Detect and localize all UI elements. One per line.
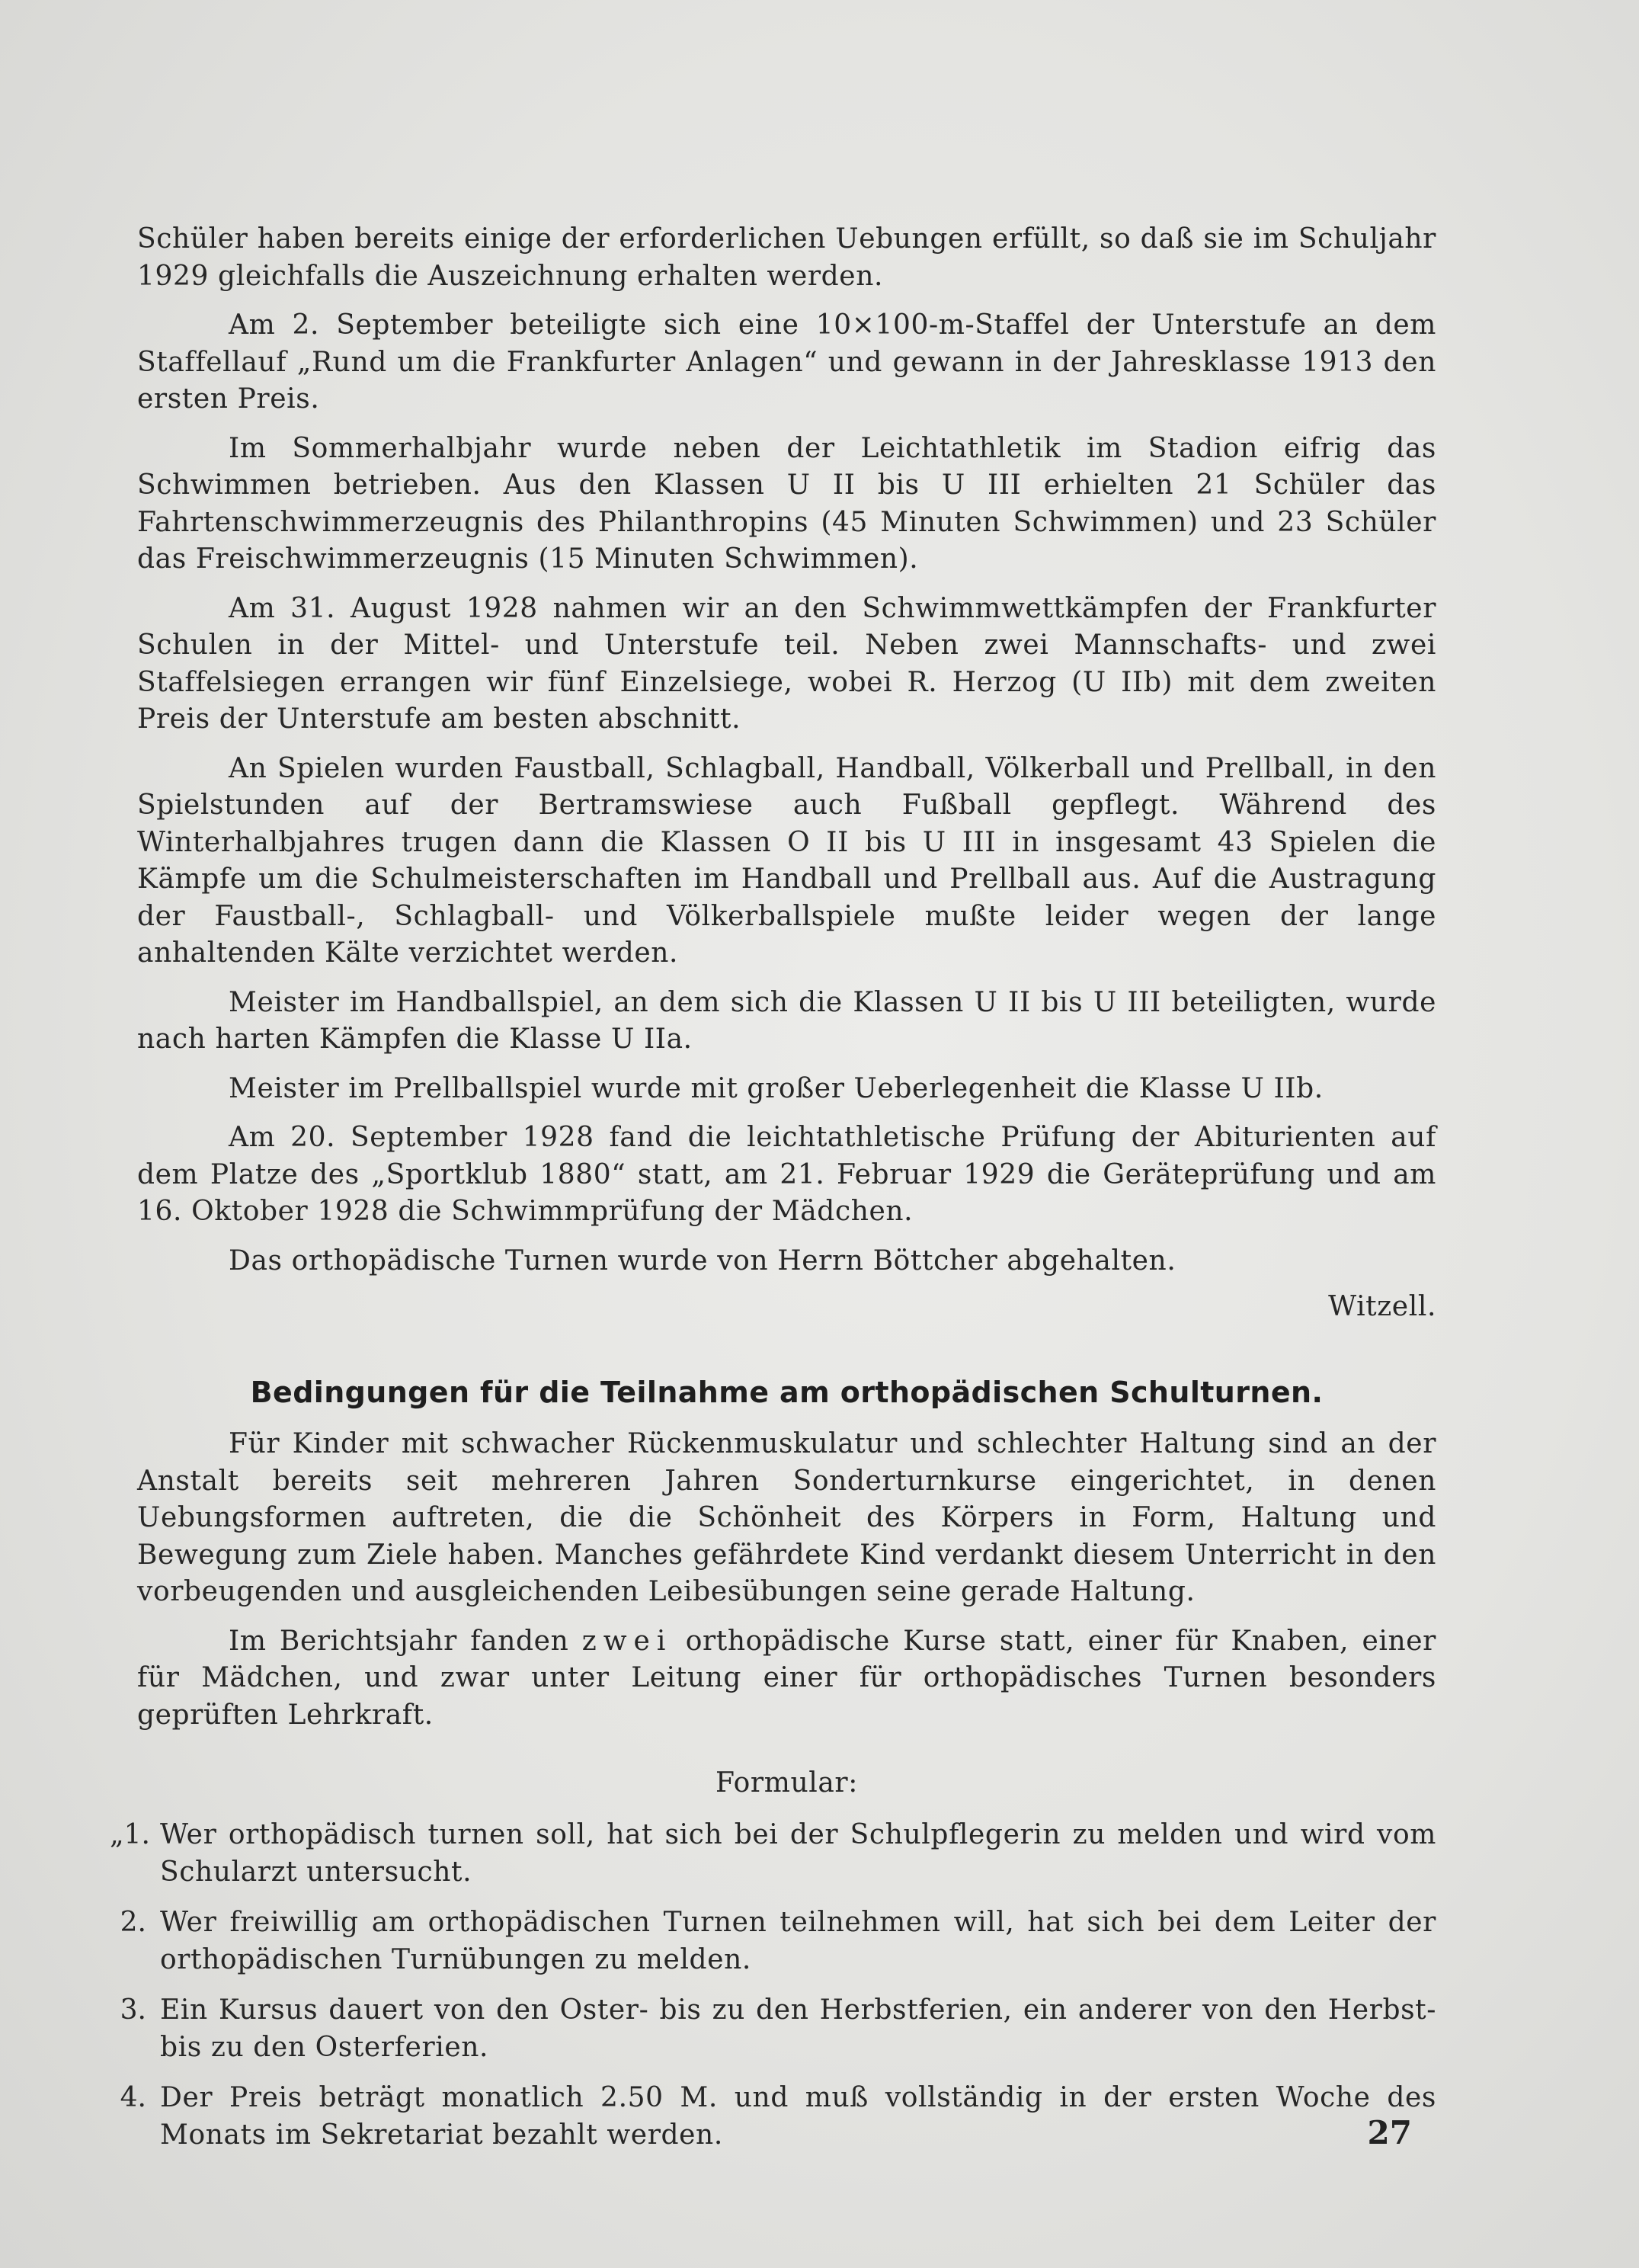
paragraph: Am 20. September 1928 fand die leichtathletische Prüfung der Abiturienten auf dem Platze des „Sportklub 1880“ statt, am 21. Februar 1929 die Geräteprüfung und am 16. Oktober 1928 die Schwimmprüfung der Mädchen.: [137, 1122, 1436, 1227]
page-number: 27: [1367, 2114, 1412, 2151]
list-item: [110, 1817, 1436, 1891]
formular-list: [110, 1817, 1436, 2154]
list-item-number: „1.: [110, 1819, 150, 1850]
list-item-number: 4.: [120, 2082, 146, 2113]
paragraph-text: orthopädische Kurse statt, einer für Knaben, einer für Mädchen, und zwar unter Leitung einer für orthopädisches Turnen besonders geprüften Lehrkraft.: [137, 1625, 1436, 1731]
paragraph: Das orthopädische Turnen wurde von Herrn Böttcher abgehalten.: [229, 1245, 1176, 1277]
list-item: [120, 2080, 1436, 2154]
formular-title: Formular:: [715, 1767, 858, 1799]
paragraph: An Spielen wurden Faustball, Schlagball, Handball, Völkerball und Prellball, in den Spielstunden auf der Bertramswiese auch Fußball gepflegt. Während des Winterhalbjahres trugen dann die Klassen O II bis U III in insgesamt 43 Spielen die Kämpfe um die Schulmeisterschaften im Handball und Prellball aus. Auf die Austragung der Faustball-, Schlagball- und Völkerballspiele mußte leider wegen der lange anhaltenden Kälte verzichtet werden.: [137, 752, 1436, 969]
paragraph-text: Im Berichtsjahr fanden: [229, 1625, 582, 1657]
signature: Witzell.: [1328, 1291, 1436, 1322]
paragraph: Für Kinder mit schwacher Rückenmuskulatur und schlechter Haltung sind an der Anstalt bereits seit mehreren Jahren Sonderturnkurse eingerichtet, in denen Uebungsformen auftreten, die die Schönheit des Körpers in Form, Haltung und Bewegung zum Ziele haben. Manches gefährdete Kind verdankt diesem Unterricht in den vorbeugenden und ausgleichenden Leibesübungen seine gerade Haltung.: [137, 1428, 1436, 1607]
list-item-text: Wer freiwillig am orthopädischen Turnen teilnehmen will, hat sich bei dem Leiter der orthopädischen Turnübungen zu melden.: [160, 1907, 1436, 1975]
paragraph: Meister im Prellballspiel wurde mit großer Ueberlegenheit die Klasse U IIb.: [229, 1072, 1324, 1104]
list-item-text: Wer orthopädisch turnen soll, hat sich bei der Schulpflegerin zu melden und wird vom Schularzt untersucht.: [160, 1819, 1436, 1888]
list-item: [120, 1904, 1436, 1978]
paragraph: Am 2. September beteiligte sich eine 10×100-m-Staffel der Unterstufe an dem Staffellauf „Rund um die Frankfurter Anlagen“ und gewann in der Jahresklasse 1913 den ersten Preis.: [137, 309, 1436, 415]
paragraph: Schüler haben bereits einige der erforderlichen Uebungen erfüllt, so daß sie im Schuljahr 1929 gleichfalls die Auszeichnung erhalten werden.: [137, 223, 1436, 292]
text-column: [110, 221, 1436, 2167]
section-heading: Bedingungen für die Teilnahme am orthopädischen Schulturnen.: [250, 1376, 1324, 1409]
list-item-number: 2.: [120, 1907, 146, 1938]
list-item-number: 3.: [120, 1994, 146, 2026]
paragraph: Im Sommerhalbjahr wurde neben der Leichtathletik im Stadion eifrig das Schwimmen betrieben. Aus den Klassen U II bis U III erhielten 21 Schüler das Fahrtenschwimmerzeugnis des Philanthropins (45 Minuten Schwimmen) und 23 Schüler das Freischwimmerzeugnis (15 Minuten Schwimmen).: [137, 432, 1436, 575]
paragraph: [137, 1623, 1436, 1735]
list-item: [120, 1992, 1436, 2066]
emphasized-word: zwei: [581, 1625, 673, 1657]
list-item-text: Der Preis beträgt monatlich 2.50 M. und muß vollständig in der ersten Woche des Monats im Sekretariat bezahlt werden.: [160, 2082, 1436, 2151]
paragraph: Meister im Handballspiel, an dem sich die Klassen U II bis U III beteiligten, wurde nach harten Kämpfen die Klasse U IIa.: [137, 986, 1436, 1055]
list-item-text: Ein Kursus dauert von den Oster- bis zu den Herbstferien, ein anderer von den Herbst- bis zu den Osterferien.: [160, 1994, 1436, 2063]
paragraph: Am 31. August 1928 nahmen wir an den Schwimmwettkämpfen der Frankfurter Schulen in der Mittel- und Unterstufe teil. Neben zwei Mannschafts- und zwei Staffelsiegen errangen wir fünf Einzelsiege, wobei R. Herzog (U IIb) mit dem zweiten Preis der Unterstufe am besten abschnitt.: [137, 592, 1436, 735]
